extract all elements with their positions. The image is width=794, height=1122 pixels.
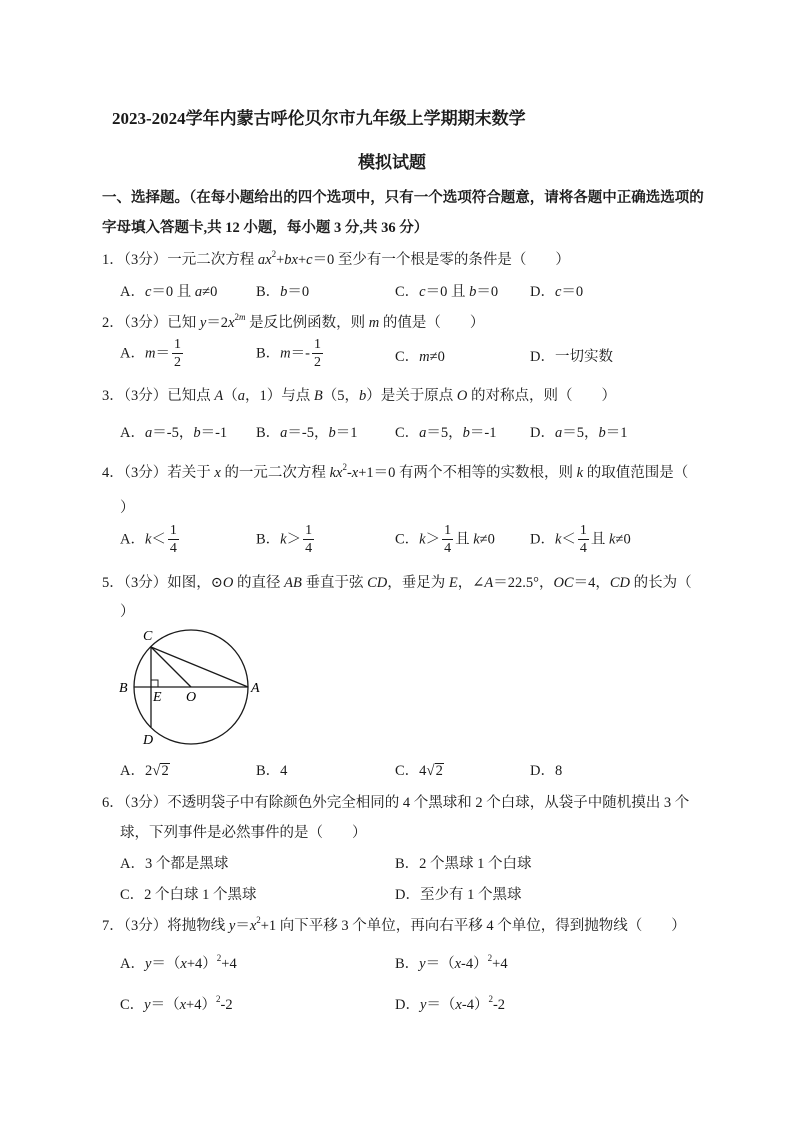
- right-angle-mark: [151, 680, 158, 687]
- fraction: $\frac{1}{4}$: [305, 523, 313, 556]
- question-3-option-b: B．a＝-5，b＝1: [256, 425, 358, 441]
- question-6-stem-line2: 球，下列事件是必然事件的是（ ）: [120, 825, 367, 841]
- question-3-option-a: A．a＝-5，b＝-1: [120, 425, 228, 441]
- question-1-option-a: A．c＝0 且 a≠0: [120, 284, 218, 300]
- section-instruction-line1: 一、选择题。（在每小题给出的四个选项中，只有一个选项符合题意，请将各题中正确选选项的: [102, 190, 704, 206]
- question-6-option-b: B．2 个黑球 1 个白球: [395, 856, 532, 872]
- question-6-option-d: D．至少有 1 个黑球: [395, 887, 522, 903]
- question-4-option-b: B．k＞ $\frac{1}{4}$: [256, 523, 313, 556]
- circle-geometry-figure: [110, 622, 270, 752]
- page-title: 2023-2024学年内蒙古呼伦贝尔市九年级上学期期末数学: [112, 109, 526, 128]
- label-e: E: [153, 690, 162, 705]
- question-4-stem-line2: ）: [120, 500, 135, 516]
- label-b: B: [119, 681, 128, 696]
- segment-oc: [151, 647, 191, 687]
- fraction: $\frac{1}{2}$: [173, 337, 181, 370]
- question-6-option-a: A．3 个都是黑球: [120, 856, 229, 872]
- question-1-option-d: D．c＝0: [530, 284, 584, 300]
- question-4-option-a: A．k＜ $\frac{1}{4}$: [120, 523, 177, 556]
- question-5-stem-line1: 5．（3分）如图，⊙O 的直径 AB 垂直于弦 CD，垂足为 E，∠A＝22.5°，OC＝4，CD 的长为（: [102, 575, 692, 591]
- question-5-option-c: C．4√2: [395, 763, 443, 779]
- question-4-stem-line1: 4．（3分）若关于 x 的一元二次方程 $kx^2-x+1=0$ 有两个不相等的实数根，则 k 的取值范围是（: [102, 462, 689, 481]
- fraction: $\frac{1}{2}$: [314, 337, 321, 370]
- question-4-option-c: C．k＞ $\frac{1}{4}$ 且 k≠0: [395, 523, 495, 556]
- question-5-option-a: A．2√2: [120, 763, 169, 779]
- question-3-stem: 3．（3分）已知点 A（a，1）与点 B（5，b）是关于原点 O 的对称点，则（ ）: [102, 388, 616, 404]
- fraction: $\frac{1}{4}$: [444, 523, 452, 556]
- question-4-option-d: D．k＜ $\frac{1}{4}$ 且 k≠0: [530, 523, 631, 556]
- question-2-option-c: C．m≠0: [395, 349, 445, 365]
- question-2-option-d: D．一切实数: [530, 349, 613, 365]
- question-2-option-b: B．m＝- $\frac{1}{2}$: [256, 337, 321, 370]
- question-5-stem-line2: ）: [120, 604, 135, 620]
- question-3-option-c: C．a＝5，b＝-1: [395, 425, 497, 441]
- label-o: O: [186, 690, 197, 705]
- label-c: C: [143, 629, 153, 644]
- question-5-option-b: B．4: [256, 763, 288, 779]
- question-1-stem: 1．（3分）一元二次方程 $ax^2+bx+c=0$ 至少有一个根是零的条件是（ ）: [102, 249, 570, 268]
- question-6-stem-line1: 6．（3分）不透明袋子中有除颜色外完全相同的 4 个黑球和 2 个白球，从袋子中随机摸出 3 个: [102, 795, 690, 811]
- question-7-option-a: A．$y=(x+4)^2+4$: [120, 953, 237, 972]
- question-7-stem: 7．（3分）将抛物线 $y=x^2+1$ 向下平移 3 个单位，再向右平移 4 个单位，得到抛物线（ ）: [102, 915, 686, 934]
- question-3-option-d: D．a＝5，b＝1: [530, 425, 628, 441]
- fraction: $\frac{1}{4}$: [579, 523, 587, 556]
- segment-ac: [151, 647, 248, 687]
- page-subtitle: 模拟试题: [358, 153, 426, 172]
- question-7-option-c: C．$y=(x+4)^2-2$: [120, 994, 233, 1013]
- question-6-option-c: C．2 个白球 1 个黑球: [120, 887, 257, 903]
- fraction: $\frac{1}{4}$: [169, 523, 177, 556]
- question-5-option-d: D．8: [530, 763, 563, 779]
- label-d: D: [143, 733, 154, 748]
- question-1-option-c: C．c＝0 且 b＝0: [395, 284, 499, 300]
- label-a: A: [251, 681, 260, 696]
- question-2-stem: 2．（3分）已知 $y=2x^{2m}$ 是反比例函数，则 m 的值是（ ）: [102, 312, 485, 331]
- question-1-option-b: B．b＝0: [256, 284, 310, 300]
- question-2-option-a: A．m＝ $\frac{1}{2}$: [120, 337, 181, 370]
- section-instruction-line2: 字母填入答题卡,共 12 小题，每小题 3 分,共 36 分）: [102, 220, 429, 236]
- question-7-option-b: B．$y=(x-4)^2+4$: [395, 953, 508, 972]
- question-7-option-d: D．$y=(x-4)^2-2$: [395, 994, 506, 1013]
